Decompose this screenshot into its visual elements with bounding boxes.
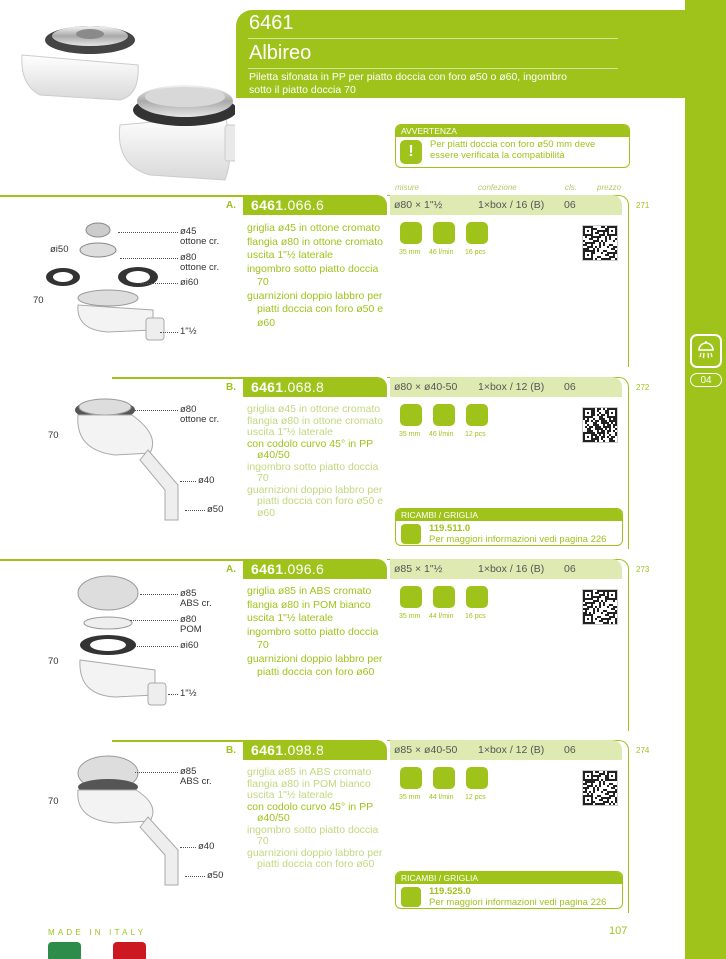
diagram-label: 70 [48,430,59,441]
confezione-value: 1×box / 12 (B) [478,744,545,756]
product-family-code: 6461 [249,12,294,34]
product-code[interactable]: 6461.098.8 [243,740,387,760]
variant-letter: A. [226,200,236,211]
diagram-label: ø85 ABS cr. [180,588,212,609]
ricambi-title: RICAMBI / GRIGLIA [396,509,622,521]
page-reference: 271 [636,201,650,210]
column-header-confezione: confezione [478,183,517,192]
wrench-icon [401,887,421,907]
flow-rate-icon [433,586,455,608]
misure-value: ø80 × ø40-50 [394,381,458,393]
product-diagram [70,755,190,895]
diagram-label: ø80 POM [180,614,202,635]
package-icon [466,222,488,244]
feature-item: uscita 1"½ laterale [247,426,334,438]
product-diagram [70,395,190,535]
flag-red-block [113,942,146,959]
qr-code[interactable] [582,770,618,806]
ricambi-code: 119.525.0 [429,886,471,897]
diagram-label: ø80 ottone cr. [180,252,220,273]
siphon-height-icon [400,767,422,789]
siphon-height-icon [400,222,422,244]
diagram-label: ø50 [207,870,224,881]
confezione-value: 1×box / 16 (B) [478,563,545,575]
warning-box [395,124,630,168]
feature-item: con codolo curvo 45° in PP ø40/50 [247,437,373,461]
feature-list [247,767,389,871]
misure-value: ø85 × 1"½ [394,563,443,575]
feature-item: flangia ø80 in POM bianco [247,777,371,790]
feature-list [247,585,389,680]
siphon-height-icon [400,586,422,608]
spec-icons [398,586,493,628]
ricambi-title: RICAMBI / GRIGLIA [396,872,622,884]
side-rail [685,0,726,959]
feature-item: flangia ø80 in ottone cromato [247,414,383,427]
package-icon [466,767,488,789]
misure-value: ø80 × 1"½ [394,199,443,211]
ricambi-code: 119.511.0 [429,523,471,534]
flow-rate-icon [433,404,455,426]
feature-item: griglia ø45 in ottone cromato [247,222,381,234]
ricambi-note: Per maggiori informazioni vedi pagina 226 [429,534,607,545]
diagram-label: øi50 [50,244,69,255]
variant-letter: B. [226,382,236,393]
icon-label: 44 l/min [429,613,454,620]
icon-label: 12 pcs [465,794,486,801]
spec-icons [398,222,493,264]
made-in-italy: MADE IN ITALY [48,928,147,937]
diagram-label: 70 [48,796,59,807]
product-code[interactable]: 6461.066.6 [243,195,387,215]
hero-product-image [10,15,235,195]
icon-label: 35 mm [399,613,421,620]
icon-label: 35 mm [399,249,421,256]
feature-item: uscita 1"½ laterale [247,249,334,261]
diagram-label: ø40 [198,841,215,852]
confezione-value: 1×box / 12 (B) [478,381,545,393]
diagram-label: 70 [48,656,59,667]
feature-list [247,222,389,330]
icon-label: 16 pcs [465,249,486,256]
diagram-label: ø85 ABS cr. [180,766,212,787]
wrench-icon [401,524,421,544]
variant-letter: A. [226,564,236,575]
spec-bar [390,740,622,760]
cls-value: 06 [564,199,576,211]
feature-item: uscita 1"½ laterale [247,612,334,624]
spec-icons [398,404,493,446]
misure-value: ø85 × ø40-50 [394,744,458,756]
flow-rate-icon [433,222,455,244]
page-reference: 273 [636,565,650,574]
icon-label: 46 l/min [429,249,454,256]
icon-label: 46 l/min [429,431,454,438]
feature-item: flangia ø80 in POM bianco [247,598,371,611]
feature-item: ingombro sotto piatto doccia 70 [247,823,379,847]
spec-bar [390,195,622,215]
page-reference: 272 [636,383,650,392]
product-family-name: Albireo [249,42,312,64]
ricambi-note: Per maggiori informazioni vedi pagina 226 [429,897,607,908]
feature-item: con codolo curvo 45° in PP ø40/50 [247,800,373,824]
feature-item: griglia ø45 in ottone cromato [247,403,381,415]
feature-item: ingombro sotto piatto doccia 70 [247,625,379,651]
cls-value: 06 [564,381,576,393]
diagram-label: 1"½ [180,688,197,699]
diagram-label: 70 [33,295,44,306]
chapter-number[interactable]: 04 [690,373,722,387]
confezione-value: 1×box / 16 (B) [478,199,545,211]
feature-item: guarnizioni doppio labbro per piatti doccia con foro ø50 e ø60 [247,483,384,519]
feature-item: griglia ø85 in ABS cromato [247,585,372,597]
flow-rate-icon [433,767,455,789]
icon-label: 35 mm [399,794,421,801]
product-code[interactable]: 6461.096.6 [243,559,387,579]
exclamation-icon: ! [400,140,422,164]
feature-item: ingombro sotto piatto doccia 70 [247,262,379,288]
page-number: 107 [609,925,628,937]
diagram-label: øi60 [180,277,199,288]
feature-item: guarnizioni doppio labbro per piatti doccia con foro ø60 [247,652,383,678]
diagram-label: ø80 ottone cr. [180,404,220,425]
page-reference: 274 [636,746,650,755]
flag-green-block [48,942,81,959]
warning-title: AVVERTENZA [396,125,629,137]
spec-bar [390,377,622,397]
ricambi-box[interactable] [395,871,623,909]
diagram-label: ø50 [207,504,224,515]
feature-item: guarnizioni doppio labbro per piatti doccia con foro ø60 [247,846,383,870]
qr-code[interactable] [582,407,618,443]
column-header-prezzo: prezzo [597,183,622,192]
spec-bar [390,559,622,579]
cls-value: 06 [564,563,576,575]
feature-item: uscita 1"½ laterale [247,789,334,801]
product-diagram [70,575,190,710]
column-header-cls: cls. [565,183,577,192]
variant-letter: B. [226,745,236,756]
icon-label: 16 pcs [465,613,486,620]
ricambi-box[interactable] [395,508,623,546]
feature-item: griglia ø85 in ABS cromato [247,766,372,778]
feature-list [247,404,389,519]
qr-code[interactable] [582,225,618,261]
product-family-description: Piletta sifonata in PP per piatto doccia con foro ø50 o ø60, ingombro sotto il piatto doccia 70 [249,71,567,96]
spec-icons [398,767,493,809]
package-icon [466,404,488,426]
cls-value: 06 [564,744,576,756]
diagram-label: 1"½ [180,326,197,337]
diagram-label: ø40 [198,475,215,486]
package-icon [466,586,488,608]
diagram-label: ø45 ottone cr. [180,226,220,247]
diagram-label: øi60 [180,640,199,651]
icon-label: 44 l/min [429,794,454,801]
siphon-height-icon [400,404,422,426]
feature-item: ingombro sotto piatto doccia 70 [247,460,379,484]
shower-icon[interactable] [690,334,722,368]
icon-label: 12 pcs [465,431,486,438]
warning-text: Per piatti doccia con foro ø50 mm deve essere verificata la compatibilità [430,139,596,161]
column-header-misure: misure [395,183,420,192]
product-code[interactable]: 6461.068.8 [243,377,387,397]
feature-item: guarnizioni doppio labbro per piatti doccia con foro ø50 e ø60 [247,289,384,329]
feature-item: flangia ø80 in ottone cromato [247,235,383,248]
icon-label: 35 mm [399,431,421,438]
qr-code[interactable] [582,589,618,625]
